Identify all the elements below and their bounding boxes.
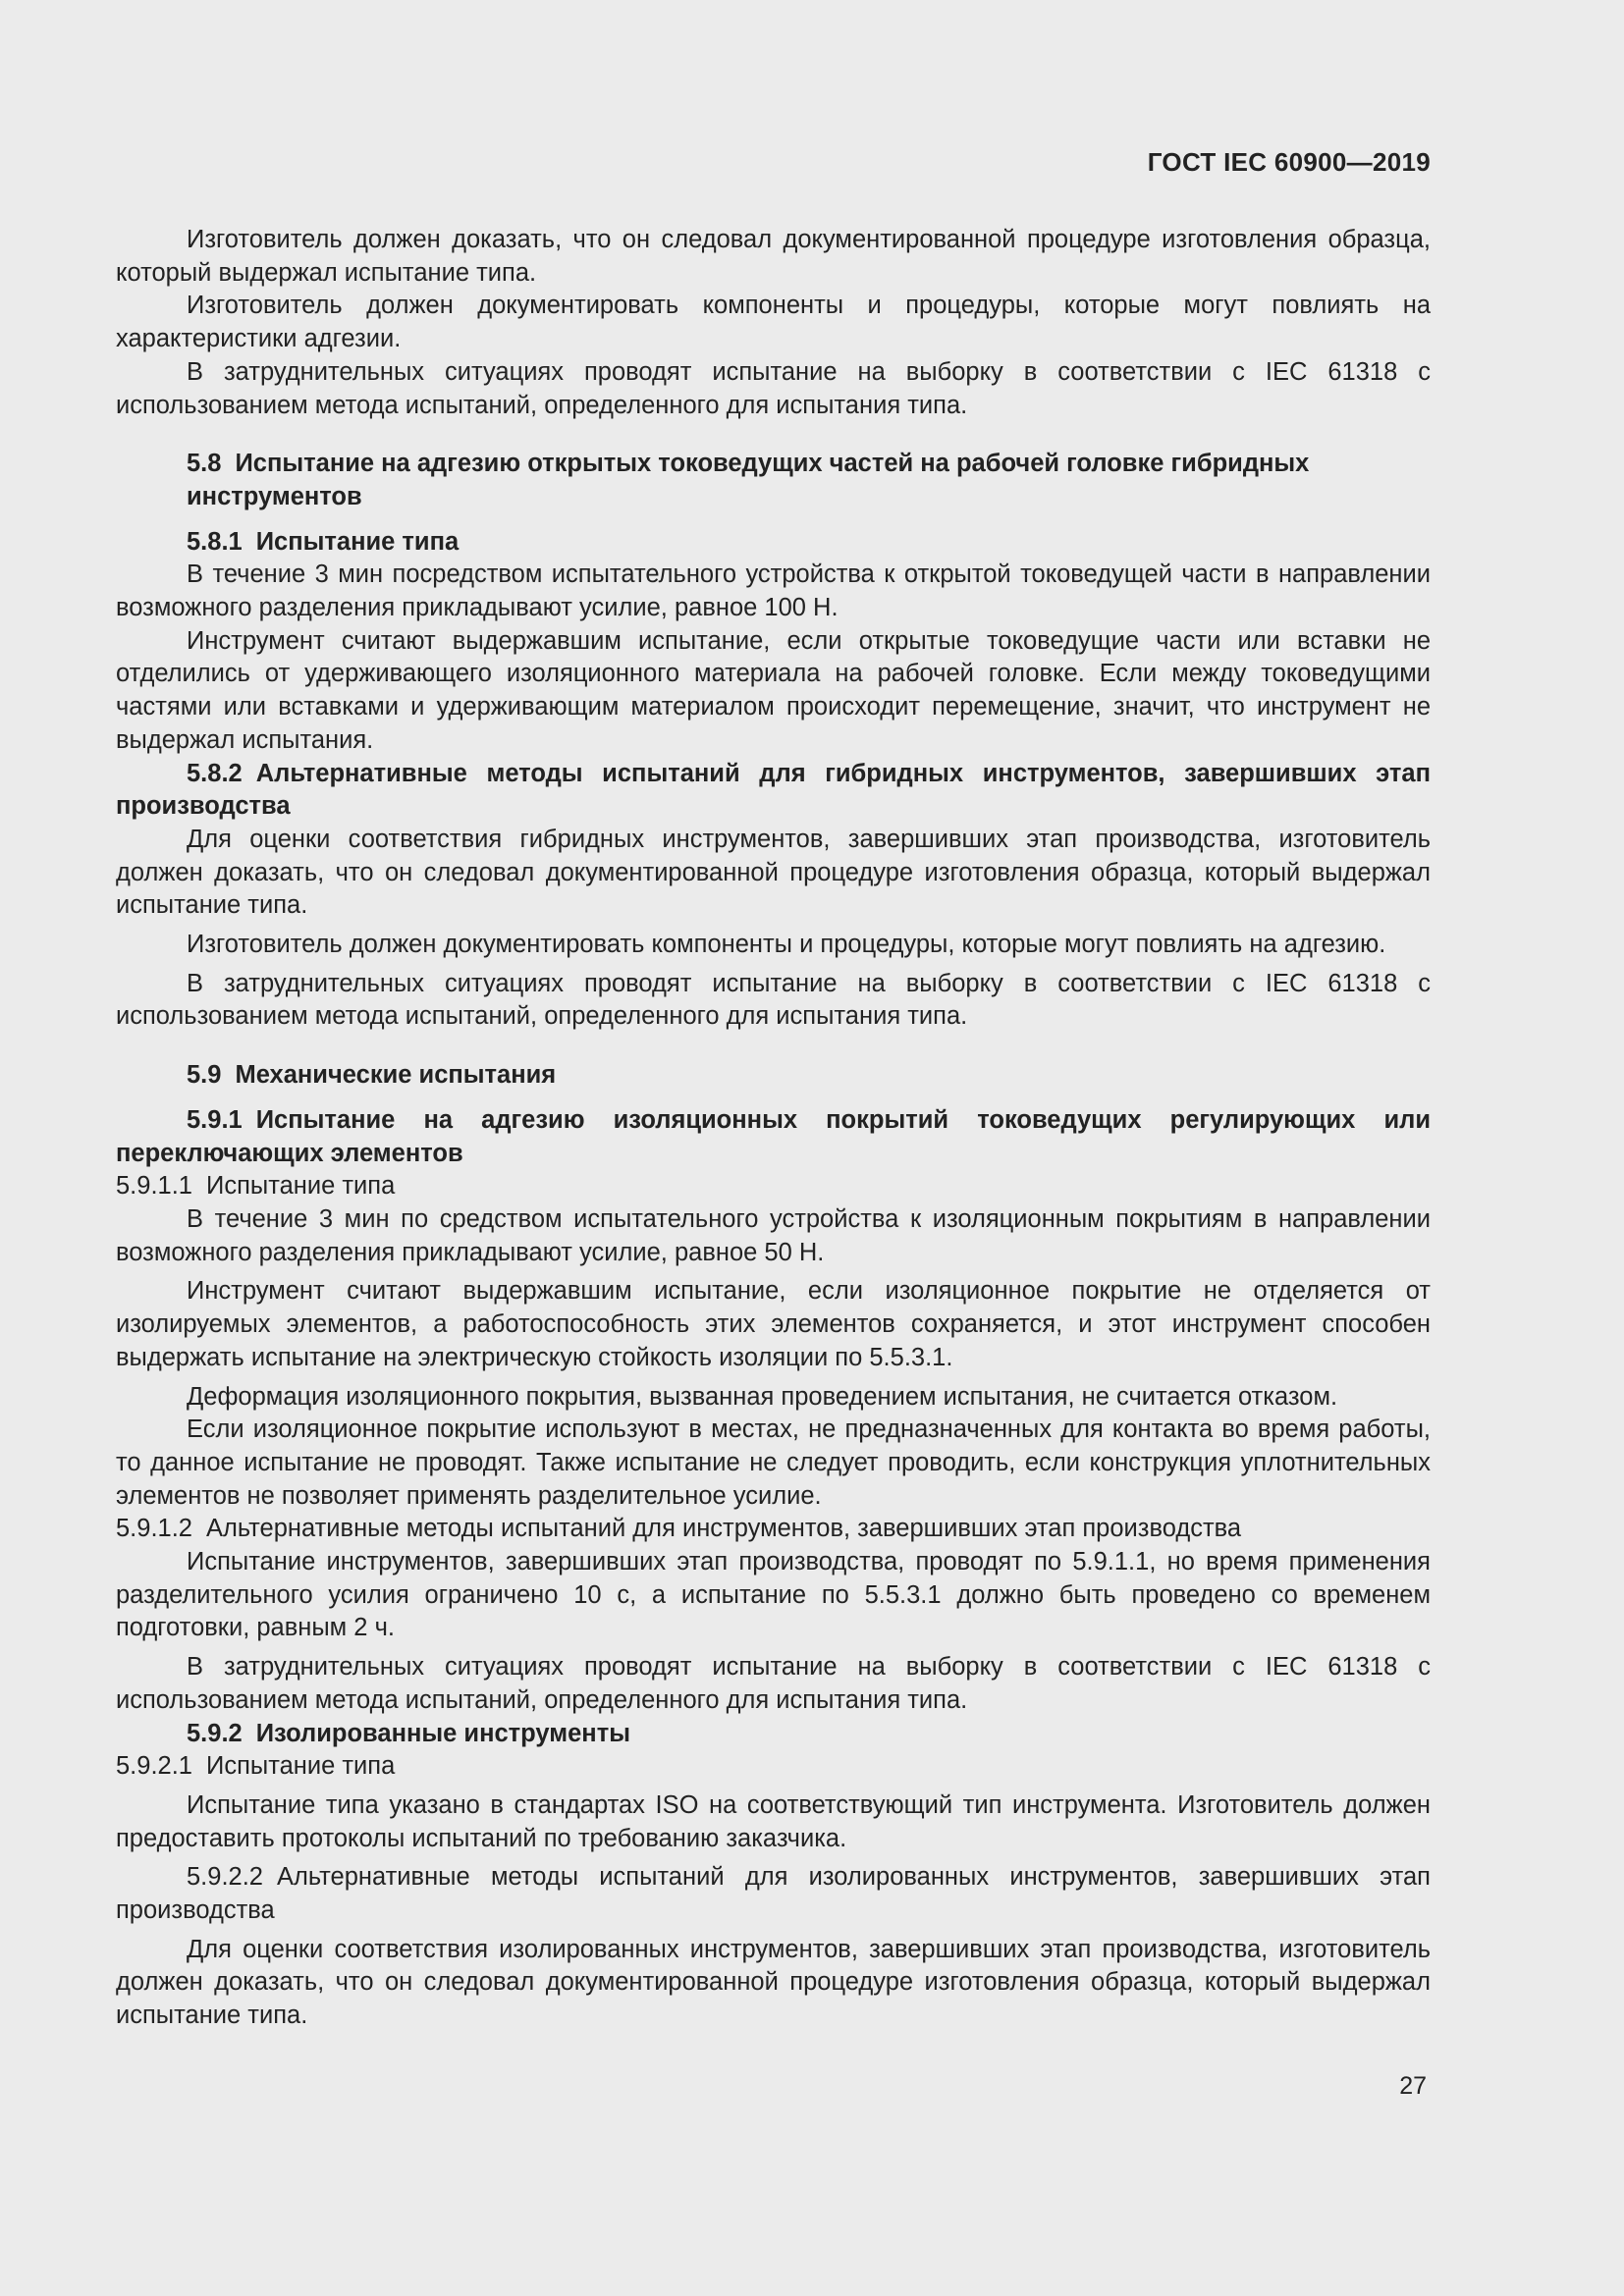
clause-heading-5-9-1-2	[116, 1513, 1431, 1546]
paragraph: Изготовитель должен документировать компоненты и процедуры, которые могут повлиять на характеристики адгезии.	[116, 292, 1431, 353]
section-number: 5.9.1.1	[116, 1172, 192, 1201]
section-heading-5-8	[187, 448, 1431, 513]
section-title: Альтернативные методы испытаний для инструментов, завершивших этап производства	[205, 1515, 1242, 1543]
section-title: Альтернативные методы испытаний для гибридных инструментов, завершивших этап производства	[116, 759, 1431, 821]
section-number: 5.9.1.2	[116, 1515, 192, 1543]
paragraph: В затруднительных ситуациях проводят испытание на выборку в соответствии с IEC 61318 с использованием метода испытаний, определенного для испытания типа.	[116, 1653, 1431, 1714]
section-title: Испытание типа	[205, 1752, 396, 1781]
paragraph: В течение 3 мин по средством испытательного устройства к изоляционным покрытиям в направлении возможного разделения прикладывают усилие, равное 50 Н.	[116, 1204, 1431, 1266]
clause-heading-5-9-2-1	[116, 1750, 1431, 1784]
section-title: Изолированные инструменты	[255, 1719, 630, 1747]
section-title: Испытание на адгезию изоляционных покрытий токоведущих регулирующих или переключающих элементов	[116, 1105, 1431, 1167]
paragraph: Испытание типа указано в стандартах ISO на соответствующий тип инструмента. Изготовитель должен предоставить протоколы испытаний по требованию заказчика.	[116, 1790, 1431, 1852]
section-number: 5.8.2	[187, 759, 243, 787]
clause-heading-5-9-2-2	[116, 1861, 1431, 1927]
section-title: Механические испытания	[235, 1061, 557, 1090]
section-number: 5.9.2.1	[116, 1752, 192, 1781]
paragraph: В течение 3 мин посредством испытательного устройства к открытой токоведущей части в направлении возможного разделения прикладывают усилие, равное 100 Н.	[116, 561, 1431, 622]
document-header: ГОСТ IEC 60900—2019	[1147, 147, 1431, 177]
clause-heading-5-9-1-1	[116, 1170, 1431, 1203]
section-number: 5.9.1	[187, 1105, 243, 1134]
section-title: Испытание типа	[255, 527, 460, 556]
section-heading-5-9	[187, 1059, 1431, 1093]
section-title: Испытание на адгезию открытых токоведущих частей на рабочей головке гибридных инструментов	[187, 450, 1310, 510]
section-number: 5.8.1	[187, 527, 243, 556]
section-title: Альтернативные методы испытаний для изолированных инструментов, завершивших этап производства	[116, 1863, 1431, 1925]
subsection-heading-5-9-2	[187, 1718, 1431, 1751]
section-title: Испытание типа	[205, 1172, 396, 1201]
paragraph: Испытание инструментов, завершивших этап производства, проводят по 5.9.1.1, но время применения разделительного усилия ограничено 10 с, а испытание по 5.5.3.1 должно быть проведено со временем подготовки, равным 2 ч.	[116, 1548, 1431, 1642]
paragraph: В затруднительных ситуациях проводят испытание на выборку в соответствии с IEC 61318 с использованием метода испытаний, определенного для испытания типа.	[116, 357, 1431, 419]
page-number: 27	[1399, 2072, 1427, 2100]
paragraph: Деформация изоляционного покрытия, вызванная проведением испытания, не считается отказом.	[187, 1382, 1338, 1411]
document-body	[116, 224, 1431, 2033]
paragraph: Инструмент считают выдержавшим испытание, если изоляционное покрытие не отделяется от изолируемых элементов, а работоспособность этих элементов сохраняется, и этот инструмент способен выдержать испытание на электрическую стойкость изоляции по 5.5.3.1.	[116, 1277, 1431, 1371]
paragraph: В затруднительных ситуациях проводят испытание на выборку в соответствии с IEC 61318 с использованием метода испытаний, определенного для испытания типа.	[116, 969, 1431, 1031]
subsection-heading-5-8-2	[116, 758, 1431, 824]
subsection-heading-5-9-1	[116, 1104, 1431, 1170]
paragraph: Для оценки соответствия гибридных инструментов, завершивших этап производства, изготовитель должен доказать, что он следовал документированной процедуре изготовления образца, который выдержал испытание типа.	[116, 825, 1431, 920]
subsection-heading-5-8-1	[187, 526, 1431, 560]
section-number: 5.9.2.2	[187, 1863, 263, 1892]
paragraph: Инструмент считают выдержавшим испытание, если открытые токоведущие части или вставки не отделились от удерживающего изоляционного материала на рабочей головке. Если между токоведущими частями или вставками и удерживающим материалом происходит перемещение, значит, что инструмент не выдержал испытания.	[116, 626, 1431, 754]
section-number: 5.8	[187, 450, 222, 478]
paragraph: Если изоляционное покрытие используют в местах, не предназначенных для контакта во время работы, то данное испытание не проводят. Также испытание не следует проводить, если конструкция уплотнительных элементов не позволяет применять разделительное усилие.	[116, 1415, 1431, 1510]
paragraph: Для оценки соответствия изолированных инструментов, завершивших этап производства, изготовитель должен доказать, что он следовал документированной процедуре изготовления образца, который выдержал испытание типа.	[116, 1935, 1431, 2030]
section-number: 5.9	[187, 1061, 222, 1090]
section-number: 5.9.2	[187, 1719, 243, 1747]
paragraph: Изготовитель должен документировать компоненты и процедуры, которые могут повлиять на адгезию.	[187, 931, 1386, 959]
paragraph: Изготовитель должен доказать, что он следовал документированной процедуре изготовления образца, который выдержал испытание типа.	[116, 226, 1431, 287]
